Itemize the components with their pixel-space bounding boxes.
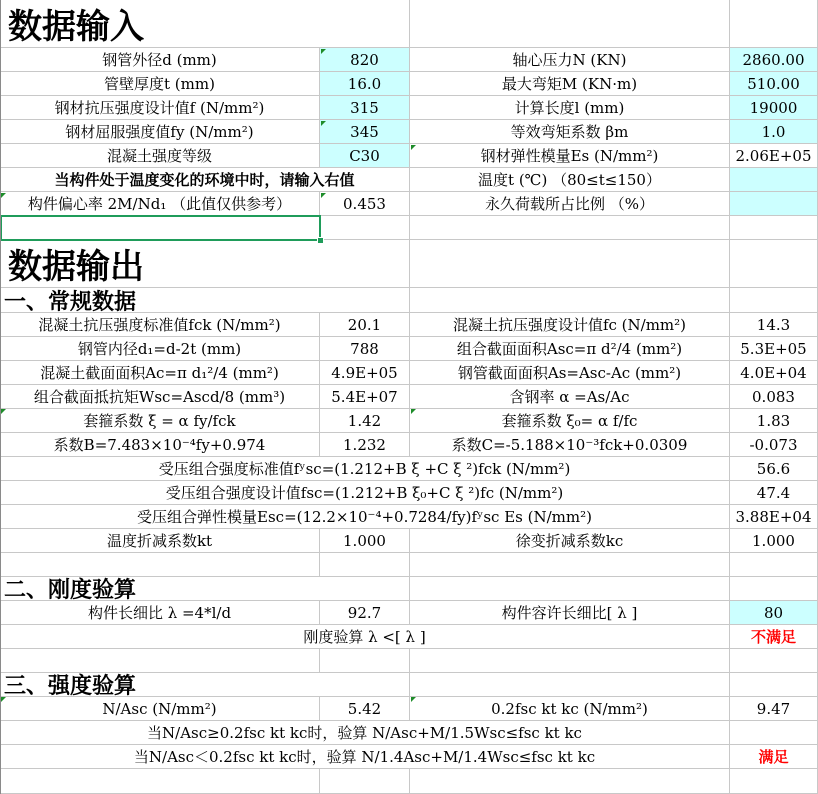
label-strength-case-1: 当N/Asc≥0.2fsc kt kc时，验算 N/Asc+M/1.5Wsc≤fsc kt kc bbox=[0, 721, 730, 745]
input-N[interactable]: 2860.00 bbox=[730, 48, 818, 72]
value-Asc[interactable]: 5.3E+05 bbox=[730, 337, 818, 361]
cell-note-marker bbox=[321, 193, 326, 198]
empty-cell[interactable] bbox=[730, 288, 818, 313]
label-fsc: 受压组合强度设计值fsc=(1.212+B ξ₀+C ξ ²)fc (N/mm²) bbox=[0, 481, 730, 505]
input-permanent-load[interactable] bbox=[730, 192, 818, 216]
section-title-stiffness: 二、刚度验算 bbox=[0, 577, 410, 601]
value-fck[interactable]: 20.1 bbox=[320, 313, 410, 337]
empty-cell[interactable] bbox=[320, 216, 410, 240]
input-d[interactable]: 820 bbox=[320, 48, 410, 72]
empty-cell[interactable] bbox=[730, 0, 818, 48]
section-title-output: 数据输出 bbox=[0, 240, 410, 288]
label-stiffness-check: 刚度验算 λ <[ λ ] bbox=[0, 625, 730, 649]
label-lambda: 构件长细比 λ =4*l/d bbox=[0, 601, 320, 625]
label-l: 计算长度l (mm) bbox=[410, 96, 730, 120]
empty-cell[interactable] bbox=[730, 240, 818, 288]
label-fy: 钢材屈服强度值fy (N/mm²) bbox=[0, 120, 320, 144]
empty-cell[interactable] bbox=[410, 240, 730, 288]
label-beta: 等效弯矩系数 βm bbox=[410, 120, 730, 144]
input-fy[interactable]: 345 bbox=[320, 120, 410, 144]
value-As[interactable]: 4.0E+04 bbox=[730, 361, 818, 385]
cell-note-marker bbox=[321, 121, 326, 126]
label-Ac: 混凝土截面面积Ac=π d₁²/4 (mm²) bbox=[0, 361, 320, 385]
value-N-over-Asc[interactable]: 5.42 bbox=[320, 697, 410, 721]
label-allowable-lambda: 构件容许长细比[ λ ] bbox=[410, 601, 730, 625]
value-xi[interactable]: 1.42 bbox=[320, 409, 410, 433]
value-C[interactable]: -0.073 bbox=[730, 433, 818, 457]
input-f[interactable]: 315 bbox=[320, 96, 410, 120]
value-fysc[interactable]: 56.6 bbox=[730, 457, 818, 481]
label-permanent-load: 永久荷载所占比例 （%） bbox=[410, 192, 730, 216]
label-f: 钢材抗压强度设计值f (N/mm²) bbox=[0, 96, 320, 120]
value-lambda[interactable]: 92.7 bbox=[320, 601, 410, 625]
label-fysc: 受压组合强度标准值fʸsc=(1.212+B ξ +C ξ ²)fck (N/mm²) bbox=[0, 457, 730, 481]
label-fc: 混凝土抗压强度设计值fc (N/mm²) bbox=[410, 313, 730, 337]
label-kt: 温度折减系数kt bbox=[0, 529, 320, 553]
value-xi0[interactable]: 1.83 bbox=[730, 409, 818, 433]
input-beta[interactable]: 1.0 bbox=[730, 120, 818, 144]
input-M[interactable]: 510.00 bbox=[730, 72, 818, 96]
label-M: 最大弯矩M (KN·m) bbox=[410, 72, 730, 96]
value-Es[interactable]: 2.06E+05 bbox=[730, 144, 818, 168]
section-title-general: 一、常规数据 bbox=[0, 288, 410, 313]
label-As: 钢管截面面积As=Asc-Ac (mm²) bbox=[410, 361, 730, 385]
value-Ac[interactable]: 4.9E+05 bbox=[320, 361, 410, 385]
empty-cell[interactable] bbox=[0, 769, 320, 794]
cell-selection-outline bbox=[0, 215, 321, 241]
empty-cell[interactable] bbox=[410, 769, 730, 794]
value-B[interactable]: 1.232 bbox=[320, 433, 410, 457]
empty-cell[interactable] bbox=[410, 0, 730, 48]
empty-cell[interactable] bbox=[410, 673, 730, 697]
label-Wsc: 组合截面抵抗矩Wsc=Ascd/8 (mm³) bbox=[0, 385, 320, 409]
value-kt[interactable]: 1.000 bbox=[320, 529, 410, 553]
cell-note-marker bbox=[411, 697, 416, 702]
strength-case-2-result[interactable]: 满足 bbox=[730, 745, 818, 769]
cell-note-marker bbox=[1, 409, 6, 414]
empty-cell[interactable] bbox=[410, 553, 730, 577]
empty-cell[interactable] bbox=[730, 673, 818, 697]
empty-cell[interactable] bbox=[730, 769, 818, 794]
value-Wsc[interactable]: 5.4E+07 bbox=[320, 385, 410, 409]
label-concrete: 混凝土强度等级 bbox=[0, 144, 320, 168]
empty-cell[interactable] bbox=[320, 769, 410, 794]
value-d1[interactable]: 788 bbox=[320, 337, 410, 361]
value-kc[interactable]: 1.000 bbox=[730, 529, 818, 553]
label-kc: 徐变折减系数kc bbox=[410, 529, 730, 553]
label-Esc: 受压组合弹性模量Esc=(12.2×10⁻⁴+0.7284/fy)fʸsc Es (N/mm²) bbox=[0, 505, 730, 529]
label-strength-limit: 0.2fsc kt kc (N/mm²) bbox=[410, 697, 730, 721]
input-l[interactable]: 19000 bbox=[730, 96, 818, 120]
cell-note-marker bbox=[411, 145, 416, 150]
empty-cell[interactable] bbox=[410, 649, 730, 673]
value-Esc[interactable]: 3.88E+04 bbox=[730, 505, 818, 529]
label-d1: 钢管内径d₁=d-2t (mm) bbox=[0, 337, 320, 361]
strength-case-1-result[interactable] bbox=[730, 721, 818, 745]
label-xi: 套箍系数 ξ = α fy/fck bbox=[0, 409, 320, 433]
empty-cell[interactable] bbox=[730, 577, 818, 601]
empty-cell[interactable] bbox=[410, 216, 730, 240]
stiffness-check-result[interactable]: 不满足 bbox=[730, 625, 818, 649]
value-strength-limit[interactable]: 9.47 bbox=[730, 697, 818, 721]
input-allowable-lambda[interactable]: 80 bbox=[730, 601, 818, 625]
label-Es: 钢材弹性模量Es (N/mm²) bbox=[410, 144, 730, 168]
input-temperature[interactable] bbox=[730, 168, 818, 192]
cell-note-marker bbox=[411, 409, 416, 414]
cell-note-marker bbox=[321, 49, 326, 54]
label-B: 系数B=7.483×10⁻⁴fy+0.974 bbox=[0, 433, 320, 457]
cell-note-marker bbox=[1, 193, 6, 198]
label-xi0: 套箍系数 ξ₀= α f/fc bbox=[410, 409, 730, 433]
label-N: 轴心压力N (KN) bbox=[410, 48, 730, 72]
empty-cell[interactable] bbox=[410, 577, 730, 601]
empty-cell[interactable] bbox=[730, 649, 818, 673]
section-title-input: 数据输入 bbox=[0, 0, 410, 48]
input-concrete[interactable]: C30 bbox=[320, 144, 410, 168]
label-C: 系数C=-5.188×10⁻³fck+0.0309 bbox=[410, 433, 730, 457]
value-fc[interactable]: 14.3 bbox=[730, 313, 818, 337]
empty-cell[interactable] bbox=[320, 553, 410, 577]
cell-note-marker bbox=[1, 697, 6, 702]
label-strength-case-2: 当N/Asc＜0.2fsc kt kc时，验算 N/1.4Asc+M/1.4Wsc≤fsc kt kc bbox=[0, 745, 730, 769]
empty-cell[interactable] bbox=[320, 649, 410, 673]
section-title-strength: 三、强度验算 bbox=[0, 673, 410, 697]
empty-cell[interactable] bbox=[0, 553, 320, 577]
empty-cell[interactable] bbox=[0, 649, 320, 673]
temperature-note: 当构件处于温度变化的环境中时，请输入右值 bbox=[0, 168, 410, 192]
label-t: 管壁厚度t (mm) bbox=[0, 72, 320, 96]
empty-cell[interactable] bbox=[410, 288, 730, 313]
label-N-over-Asc: N/Asc (N/mm²) bbox=[0, 697, 320, 721]
label-Asc: 组合截面面积Asc=π d²/4 (mm²) bbox=[410, 337, 730, 361]
empty-cell[interactable] bbox=[730, 553, 818, 577]
label-temperature: 温度t (℃) （80≤t≤150） bbox=[410, 168, 730, 192]
input-t[interactable]: 16.0 bbox=[320, 72, 410, 96]
label-eccentricity: 构件偏心率 2M/Nd₁ （此值仅供参考） bbox=[0, 192, 320, 216]
value-alpha[interactable]: 0.083 bbox=[730, 385, 818, 409]
empty-cell[interactable] bbox=[730, 216, 818, 240]
value-fsc[interactable]: 47.4 bbox=[730, 481, 818, 505]
label-fck: 混凝土抗压强度标准值fck (N/mm²) bbox=[0, 313, 320, 337]
fill-handle[interactable] bbox=[317, 237, 324, 244]
value-eccentricity[interactable]: 0.453 bbox=[320, 192, 410, 216]
label-alpha: 含钢率 α =As/Ac bbox=[410, 385, 730, 409]
label-d: 钢管外径d (mm) bbox=[0, 48, 320, 72]
